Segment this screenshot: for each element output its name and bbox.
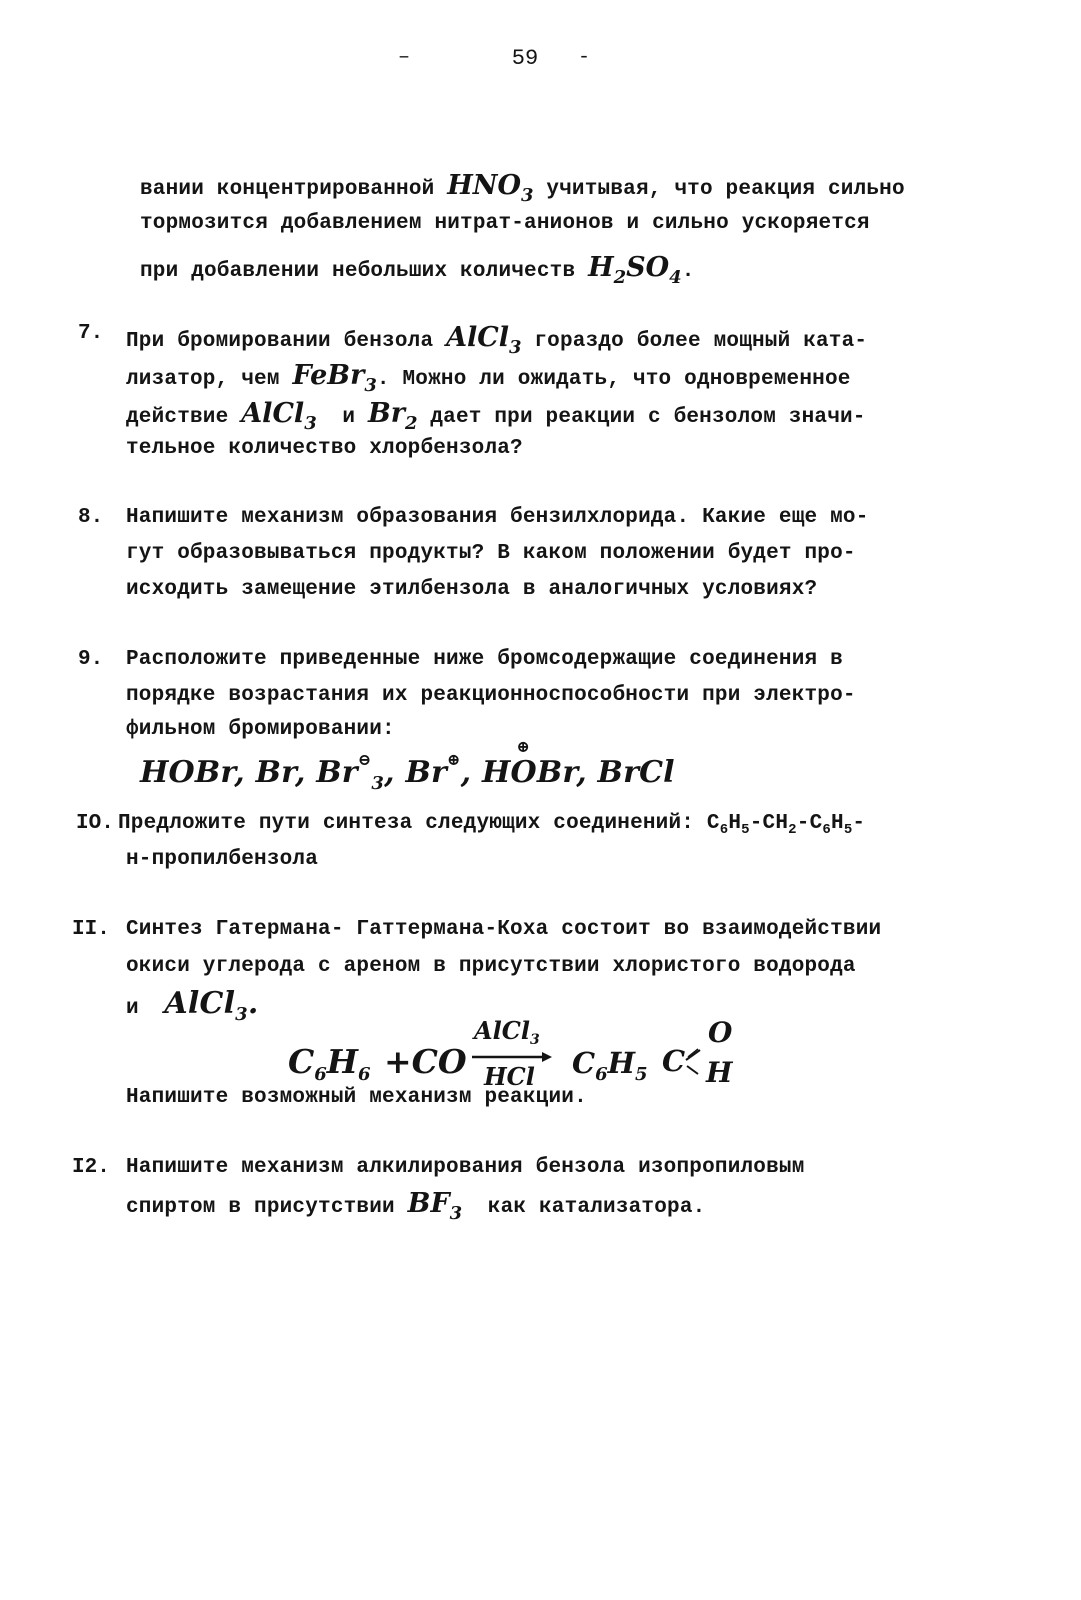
aldehyde-oxygen: O (708, 1016, 733, 1049)
question-8-number: 8. (78, 506, 104, 529)
formula-bf3: $BF_3$ (407, 1188, 463, 1224)
question-10-number: IO. (76, 812, 114, 835)
question-10-line-1: Предложите пути синтеза следующих соединений: $C_6H_5-CH_2-C_6H_5-$ (118, 812, 866, 838)
question-9-compounds: HOBr, Br, $Br^⊖_3$, Br⊕, H ⊕ OBr, BrCl (140, 737, 675, 794)
formula-alcl3-2: AlCl$_3$ (241, 398, 317, 434)
reactant-co: +CO (384, 1042, 467, 1081)
page-number: 59 (511, 46, 539, 71)
question-7-line-3: действие AlCl$_3$ и $Br_2$ дает при реакции с бензолом значи- (126, 398, 866, 434)
reaction-arrow (472, 1052, 552, 1062)
formula-alcl3-q11: AlCl$_3$. (164, 986, 259, 1025)
question-11-line-2: окиси углерода с ареном в присутствии хлористого водорода (126, 955, 856, 978)
reactant-benzene: $C_6H_6$ (288, 1042, 371, 1085)
formula-br2: $Br_2$ (367, 398, 418, 434)
intro-line-1: вании концентрированной $HNO_3$ учитывая, что реакция сильно (140, 170, 905, 206)
question-9-line-3: фильном бромировании: (126, 718, 395, 741)
intro-line-3: при добавлении небольших количеств $H_2SO_4$. (140, 252, 695, 288)
formula-hno3: $HNO_3$ (447, 170, 534, 206)
product-phenyl: $C_6H_5$ (572, 1046, 648, 1085)
catalyst-above-arrow: AlCl$_3$ (474, 1016, 540, 1048)
question-7-line-4: тельное количество хлорбензола? (126, 437, 523, 460)
question-8-line-2: гут образовываться продукты? В каком положении будет про- (126, 542, 856, 565)
question-11-number: II. (72, 918, 110, 941)
question-9-line-1: Расположите приведенные ниже бромсодержащие соединения в (126, 648, 843, 671)
formula-dibenzylmethane: $C_6H_5-CH_2-C_6H_5-$ (706, 812, 866, 838)
formula-h2so4: $H_2SO_4$ (588, 252, 682, 288)
question-10-line-2: н-пропилбензола (126, 848, 319, 871)
header-dash-left: – (398, 46, 411, 69)
product-carbonyl-carbon: C (662, 1044, 686, 1078)
question-9-line-2: порядке возрастания их реакционноспособности при электро- (126, 684, 856, 707)
question-11-line-3: и AlCl$_3$. (126, 986, 259, 1025)
question-11-line-4: Напишите возможный механизм реакции. (126, 1086, 587, 1109)
formula-alcl3: AlCl$_3$ (446, 322, 522, 358)
question-7-line-2: лизатор, чем FeBr$_3$. Можно ли ожидать, что одновременное (126, 360, 851, 396)
question-8-line-1: Напишите механизм образования бензилхлорида. Какие еще мо- (126, 506, 869, 529)
aldehyde-hydrogen: H (706, 1056, 733, 1089)
question-8-line-3: исходить замещение этилбензола в аналогичных условиях? (126, 578, 818, 601)
gattermann-koch-equation (288, 1016, 788, 1092)
formula-febr3: FeBr$_3$ (292, 360, 377, 396)
question-7-line-1: При бромировании бензола AlCl$_3$ гораздо более мощный ката- (126, 322, 868, 358)
header-dash-right: - (578, 46, 591, 69)
question-7-number: 7. (78, 322, 104, 345)
question-9-number: 9. (78, 648, 104, 671)
question-12-line-1: Напишите механизм алкилирования бензола изопропиловым (126, 1156, 805, 1179)
question-12-line-2: спиртом в присутствии $BF_3$ как катализатора. (126, 1188, 706, 1224)
question-11-line-1: Синтез Гатермана- Гаттермана-Коха состоит во взаимодействии (126, 918, 882, 941)
question-12-number: I2. (72, 1156, 110, 1179)
intro-line-2: тормозится добавлением нитрат-анионов и сильно ускоряется (140, 212, 870, 235)
catalyst-below-arrow: HCl (484, 1062, 535, 1091)
